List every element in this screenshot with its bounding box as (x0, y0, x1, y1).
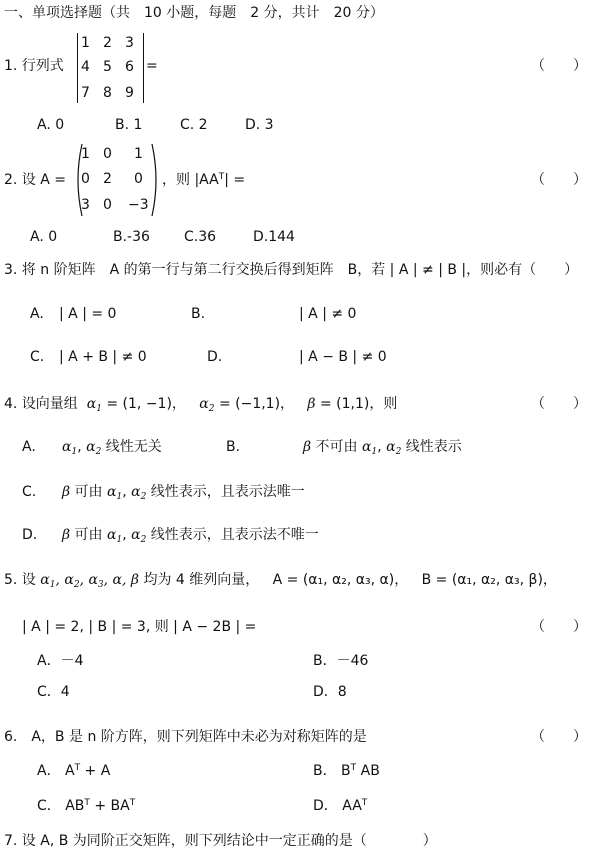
q4-option-b-label: B. (226, 439, 241, 455)
q5-answer-paren: （ ） (531, 619, 587, 635)
q4-line: 4. 设向量组 $\alpha_1 = (1$, −1)， $\alpha_2 = (-1,1)$， β = (1,1)，则 (4, 396, 398, 414)
q4-option-d-label: D. (22, 527, 38, 543)
q2-option-c: C.36 (184, 229, 217, 245)
q3-option-c: | A + B | ≠ 0 (59, 349, 147, 365)
q2-tail: ，则 $|AA^T|$ = (162, 172, 246, 188)
q2-option-b: B.-36 (113, 229, 150, 245)
q3-option-a: | A | = 0 (59, 306, 117, 322)
q6-option-b: B． $B^T$ AB (313, 763, 380, 779)
q2-answer-paren: （ ） (531, 172, 587, 188)
q2-option-a: A. 0 (30, 229, 58, 245)
q1-option-a: A. 0 (37, 117, 65, 133)
q1-option-b: B. 1 (115, 117, 143, 133)
q2-prefix: 2. 设 A = (4, 172, 67, 188)
section-header: 一、单项选择题（共 10 小题，每题 2 分，共计 20 分） (4, 5, 384, 21)
q4-option-a: $\alpha_1$, $\alpha_2$ 线性无关 (62, 439, 162, 457)
q1-answer-paren: （ ） (531, 58, 587, 74)
q5-option-a: A．－4 (37, 653, 84, 669)
q5-line1: 5. 设 $\alpha_1$, $\alpha_2$, $\alpha_3$, α, β 均为 4 维列向量， A = (α₁, α₂, α₃, α)， B = (α₁, α₂, α₃, β)， (4, 572, 557, 590)
q5-option-b: B．－46 (313, 653, 369, 669)
q6-option-a: A． $A^T + A$ (37, 763, 111, 779)
q3-option-c-label: C. (30, 349, 45, 365)
q1-det-right-bar (143, 33, 144, 103)
q4-option-c-label: C. (22, 484, 37, 500)
q5-option-c: C．4 (37, 684, 70, 700)
q3-option-b-label: B. (191, 306, 206, 322)
q6-answer-paren: （ ） (531, 729, 587, 745)
q1-option-d: D. 3 (245, 117, 274, 133)
q1-equals: = (146, 58, 158, 74)
q4-option-a-label: A. (22, 439, 36, 455)
q1-option-c: C. 2 (180, 117, 208, 133)
q5-line2: | A | = 2, | B | = 3, 则 | A − 2B | = (22, 619, 257, 635)
q5-option-d: D．8 (313, 684, 347, 700)
q7-text: 7. 设 A, B 为同阶正交矩阵，则下列结论中一定正确的是（ ） (4, 833, 437, 849)
q3-option-d-label: D. (207, 349, 223, 365)
q3-option-b: | A | ≠ 0 (299, 306, 357, 322)
q4-option-d: β 可由 $\alpha_1$, $\alpha_2$ 线性表示，且表示法不唯一 (62, 527, 319, 545)
q1-prefix: 1. 行列式 (4, 58, 64, 74)
q2-option-d: D.144 (253, 229, 295, 245)
q6-text: 6. A，B 是 n 阶方阵，则下列矩阵中未必为对称矩阵的是 (4, 729, 367, 745)
q4-option-b: β 不可由 $\alpha_1$, $\alpha_2$ 线性表示 (303, 439, 462, 457)
q3-text: 3. 将 n 阶矩阵 A 的第一行与第二行交换后得到矩阵 B，若 | A | ≠ | B |，则必有（ ） (4, 262, 579, 278)
q3-option-a-label: A. (30, 306, 44, 322)
q1-det-left-bar (77, 33, 78, 103)
q6-option-d: D． $AA^T$ (313, 798, 368, 814)
q4-answer-paren: （ ） (531, 396, 587, 412)
q4-option-c: β 可由 $\alpha_1$, $\alpha_2$ 线性表示，且表示法唯一 (62, 484, 305, 502)
q2-right-paren (150, 142, 162, 218)
q3-option-d: | A − B | ≠ 0 (299, 349, 387, 365)
q6-option-c: C． $AB^T + BA^T$ (37, 798, 136, 814)
